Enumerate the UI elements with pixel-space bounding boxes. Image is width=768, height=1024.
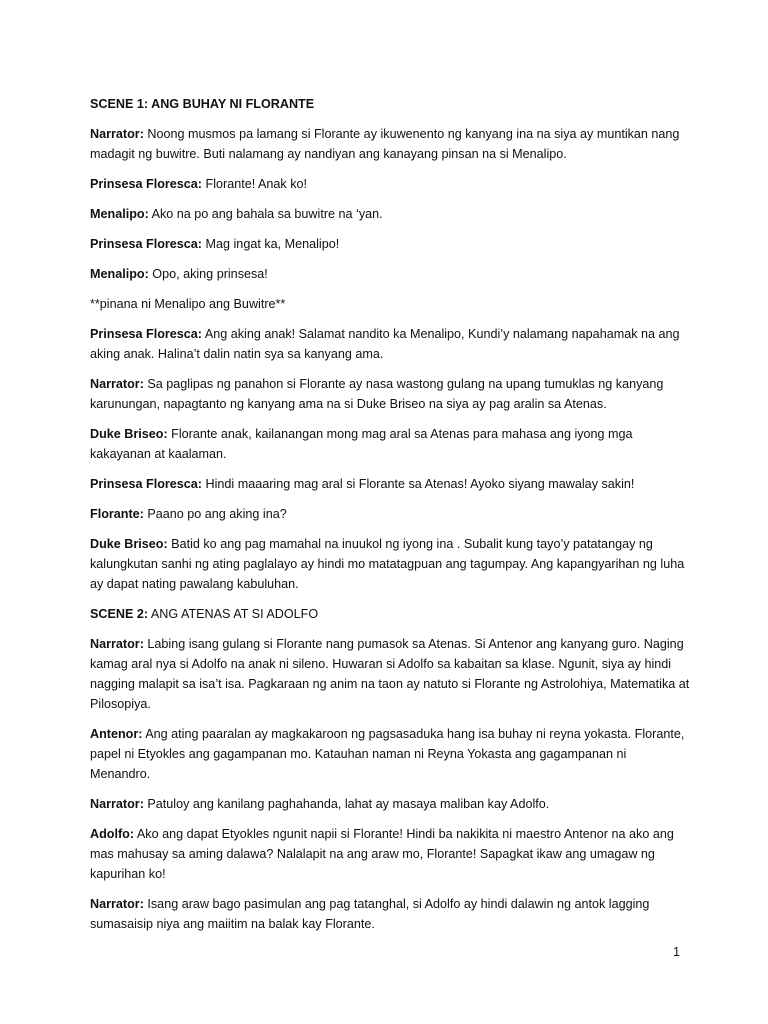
dialogue-text: Isang araw bago pasimulan ang pag tatanghal, si Adolfo ay hindi dalawin ng antok lagging sumasaisip niya ang maiitim na balak kay Florante. xyxy=(90,897,650,931)
speaker-name: Prinsesa Floresca: xyxy=(90,477,203,491)
dialogue-text: Patuloy ang kanilang paghahanda, lahat ay masaya maliban kay Adolfo. xyxy=(143,797,550,811)
speaker-name: Antenor: xyxy=(90,727,143,741)
dialogue-text: Hindi maaaring mag aral si Florante sa Atenas! Ayoko siyang mawalay sakin! xyxy=(202,477,635,491)
speaker-name: Narrator: xyxy=(90,797,144,811)
dialogue-entry xyxy=(90,894,690,934)
speaker-name: Prinsesa Floresca: xyxy=(90,237,203,251)
page-number: 1 xyxy=(672,945,680,959)
dialogue-text: Mag ingat ka, Menalipo! xyxy=(202,237,340,251)
dialogue-text: Paano po ang aking ina? xyxy=(143,507,287,521)
dialogue-entry xyxy=(90,324,690,364)
dialogue-text: Sa paglipas ng panahon si Florante ay nasa wastong gulang na upang tumuklas ng kanyang karunungan, napagtanto ng kanyang ama na si Duke Briseo na siya ay pag aralin sa Atenas. xyxy=(90,377,664,411)
speaker-name: Adolfo: xyxy=(90,827,135,841)
dialogue-entry xyxy=(90,374,690,414)
dialogue-entry xyxy=(90,794,690,814)
dialogue-text: Ako ang dapat Etyokles ngunit napii si Florante! Hindi ba nakikita ni maestro Antenor na ako ang mas mahusay sa aming dalawa? Nalalapit na ang araw mo, Florante! Sapagkat ikaw ang umagaw ng kapurihan ko! xyxy=(90,827,674,881)
dialogue-text: Ang ating paaralan ay magkakaroon ng pagsasaduka hang isa buhay ni reyna yokasta. Florante, papel ni Etyokles ang gagampanan mo. Katauhan naman ni Reyna Yokasta ang gagampanan ni Menandro. xyxy=(90,727,685,781)
dialogue-text: Florante anak, kailanangan mong mag aral sa Atenas para mahasa ang iyong mga kakayanan at kaalaman. xyxy=(90,427,633,461)
scene-label: SCENE 2: xyxy=(90,607,149,621)
speaker-name: Florante: xyxy=(90,507,144,521)
dialogue-text: Batid ko ang pag mamahal na inuukol ng iyong ina . Subalit kung tayo’y patatangay ng kalungkutan sanhi ng ating paglalayo ay hindi mo matatagpuan ang tagumpay. Ang kapangyarihan ng luha ay dapat nating pawalang kabuluhan. xyxy=(90,537,685,591)
dialogue-entry xyxy=(90,534,690,594)
speaker-name: Prinsesa Floresca: xyxy=(90,327,203,341)
speaker-name: Narrator: xyxy=(90,377,144,391)
dialogue-entry xyxy=(90,174,690,194)
dialogue-text: Florante! Anak ko! xyxy=(202,177,308,191)
speaker-name: Narrator: xyxy=(90,897,144,911)
dialogue-entry xyxy=(90,824,690,884)
scene-heading-text: ANG ATENAS AT SI ADOLFO xyxy=(148,607,319,621)
dialogue-text: Noong musmos pa lamang si Florante ay ikuwenento ng kanyang ina na siya ay muntikan nang madagit ng buwitre. Buti nalamang ay nandiyan ang kanayang pinsan na si Menalipo. xyxy=(90,127,680,161)
speaker-name: Duke Briseo: xyxy=(90,427,168,441)
dialogue-entry xyxy=(90,634,690,714)
dialogue-text: Opo, aking prinsesa! xyxy=(148,267,268,281)
scene-title: SCENE 1: ANG BUHAY NI FLORANTE xyxy=(90,97,315,111)
speaker-name: Narrator: xyxy=(90,637,144,651)
dialogue-text: Ang aking anak! Salamat nandito ka Menalipo, Kundi’y nalamang napahamak na ang aking anak. Halina’t dalin natin sya sa kanyang ama. xyxy=(90,327,680,361)
stage-direction-text: **pinana ni Menalipo ang Buwitre** xyxy=(90,297,286,311)
dialogue-entry xyxy=(90,234,690,254)
dialogue-entry xyxy=(90,124,690,164)
dialogue-entry xyxy=(90,264,690,284)
speaker-name: Duke Briseo: xyxy=(90,537,168,551)
dialogue-entry xyxy=(90,474,690,494)
scene-heading xyxy=(90,604,690,624)
document-body xyxy=(90,94,690,944)
dialogue-entry xyxy=(90,504,690,524)
dialogue-text: Ako na po ang bahala sa buwitre na ‘yan. xyxy=(148,207,383,221)
dialogue-entry xyxy=(90,724,690,784)
dialogue-text: Labing isang gulang si Florante nang pumasok sa Atenas. Si Antenor ang kanyang guro. Naging kamag aral nya si Adolfo na anak ni sileno. Huwaran si Adolfo sa kabaitan sa klase. Ngunit, siya ay hindi nagging malapit sa isa’t isa. Pagkaraan ng anim na taon ay natuto si Florante ng Astrolohiya, Matematika at Pilosopiya. xyxy=(90,637,690,711)
stage-direction xyxy=(90,294,690,314)
dialogue-entry xyxy=(90,424,690,464)
speaker-name: Menalipo: xyxy=(90,267,149,281)
speaker-name: Menalipo: xyxy=(90,207,149,221)
speaker-name: Prinsesa Floresca: xyxy=(90,177,203,191)
dialogue-entry xyxy=(90,204,690,224)
speaker-name: Narrator: xyxy=(90,127,144,141)
